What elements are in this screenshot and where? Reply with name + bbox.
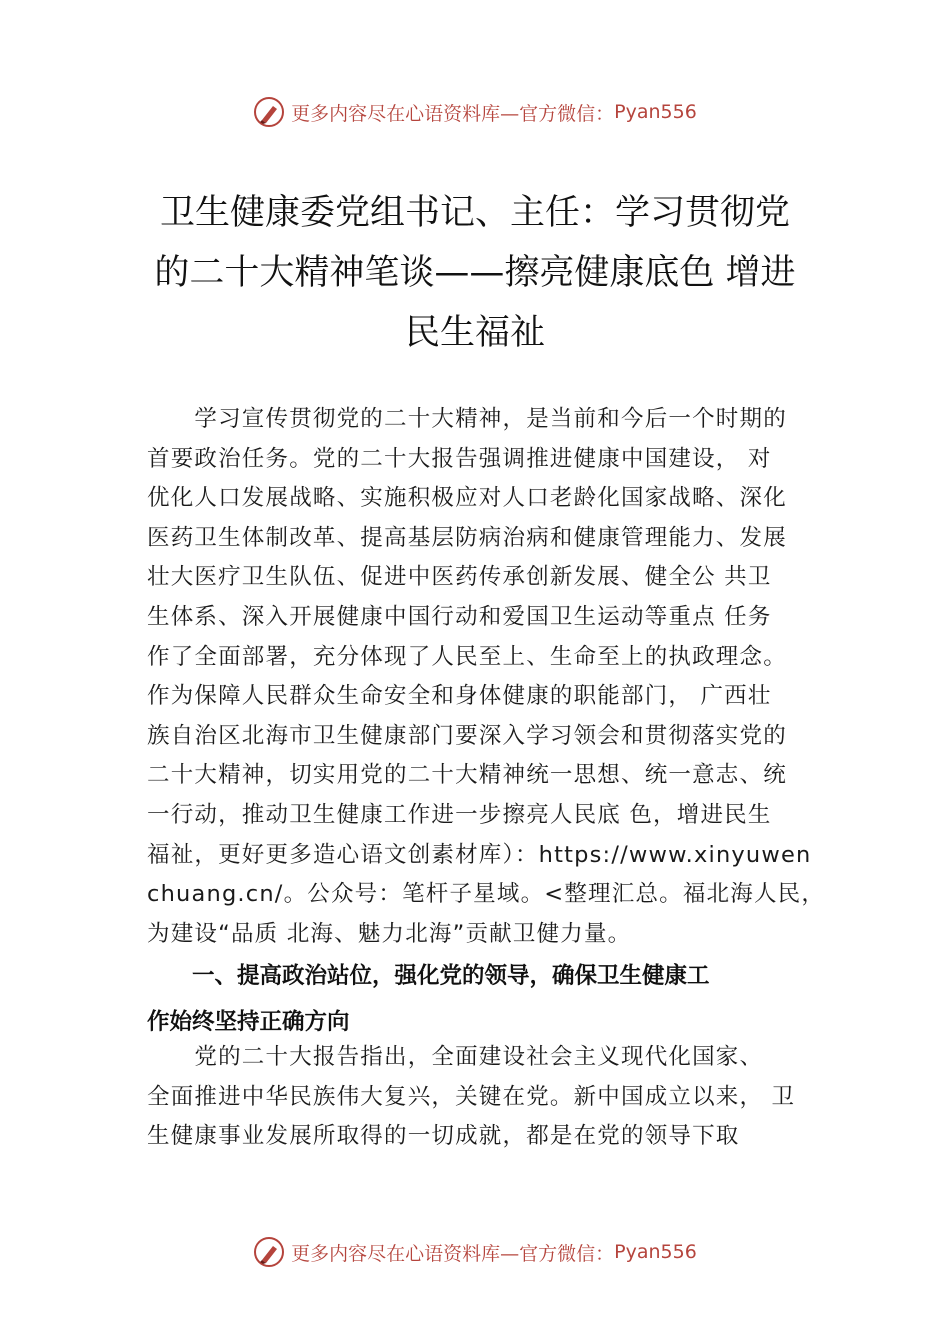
heading-line: 作始终坚持正确方向 — [147, 1009, 350, 1035]
text-line: 作为保障人民群众生命安全和身体健康的职能部门， 广西壮 — [147, 683, 772, 710]
text-line: 医药卫生体制改革、提高基层防病治病和健康管理能力、发展 — [147, 524, 787, 551]
watermark-text: 更多内容尽在心语资料库—官方微信： — [291, 102, 615, 125]
watermark-handle: Pyan556 — [614, 1241, 697, 1263]
text-line: 优化人口发展战略、实施积极应对人口老龄化国家战略、深化 — [147, 485, 787, 512]
text-line: 首要政治任务。党的二十大报告强调推进健康中国建设， 对 — [147, 445, 772, 472]
heading-line: 一、提高政治站位，强化党的领导，确保卫生健康工 — [147, 963, 710, 989]
title-line: 卫生健康委党组书记、主任：学习贯彻党 — [159, 193, 790, 233]
watermark-handle: Pyan556 — [614, 101, 697, 123]
text-line: 生体系、深入开展健康中国行动和爱国卫生运动等重点 任务 — [147, 603, 772, 630]
pen-logo-icon — [253, 1236, 285, 1268]
text-line: chuang.cn/。公众号：笔杆子星域。<整理汇总。福北海人民， — [147, 881, 826, 908]
text-line: 学习宣传贯彻党的二十大精神，是当前和今后一个时期的 — [147, 406, 787, 432]
watermark-text: 更多内容尽在心语资料库—官方微信： — [291, 1242, 615, 1265]
text-line: 为建设“品质 北海、魅力北海”贡献卫健力量。 — [147, 920, 632, 947]
title-line: 的二十大精神笔谈——擦亮健康底色 增进 — [154, 253, 796, 293]
text-line: 二十大精神，切实用党的二十大精神统一思想、统一意志、统 — [147, 762, 787, 789]
text-line: 生健康事业发展所取得的一切成就，都是在党的领导下取 — [147, 1123, 740, 1150]
section-heading-1 — [147, 953, 837, 1045]
paragraph-section-1 — [147, 1038, 837, 1157]
pen-logo-icon — [253, 96, 285, 128]
text-line: 福祉，更好更多造心语文创素材库）：https://www.xinyuwen — [147, 841, 812, 868]
title-line: 民生福祉 — [404, 313, 545, 353]
text-line: 族自治区北海市卫生健康部门要深入学习领会和贯彻落实党的 — [147, 722, 787, 749]
header-watermark — [0, 96, 950, 128]
text-line: 壮大医疗卫生队伍、促进中医药传承创新发展、健全公 共卫 — [147, 564, 772, 591]
document-title — [140, 183, 810, 363]
text-line: 全面推进中华民族伟大复兴，关键在党。新中国成立以来， 卫 — [147, 1083, 796, 1110]
paragraph-intro — [147, 400, 837, 954]
text-line: 一行动，推动卫生健康工作进一步擦亮人民底 色，增进民生 — [147, 801, 772, 828]
footer-watermark — [0, 1236, 950, 1268]
text-line: 作了全面部署，充分体现了人民至上、生命至上的执政理念。 — [147, 643, 787, 670]
text-line: 党的二十大报告指出，全面建设社会主义现代化国家、 — [147, 1044, 764, 1070]
